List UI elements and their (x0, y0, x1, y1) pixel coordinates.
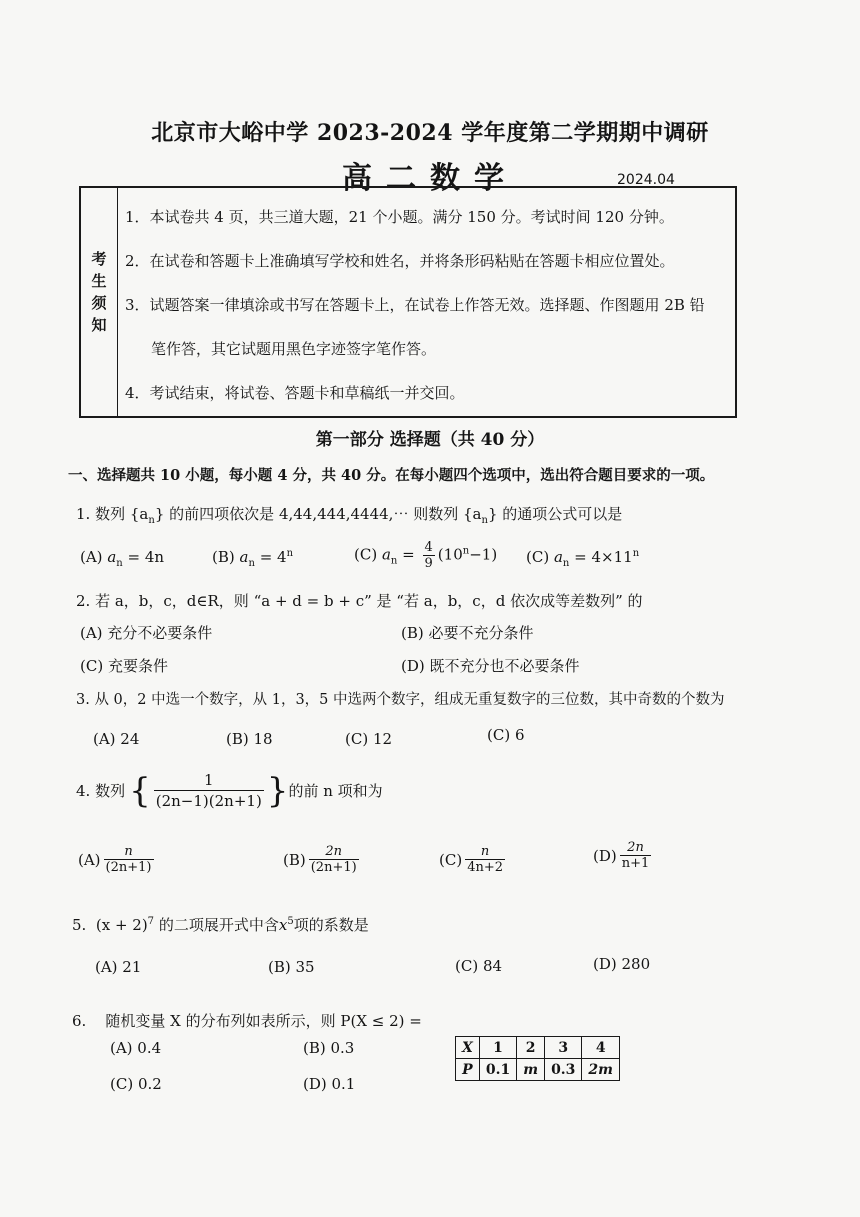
notice-box (79, 186, 737, 418)
table-cell: 2 (517, 1037, 545, 1059)
q3-option-c: (C) 12 (345, 730, 393, 748)
q1-option-d: (C) $a_n = 4\times 11^n$ (526, 548, 640, 569)
notice-item-4: 4．考试结束，将试卷、答题卡和草稿纸一并交回。 (125, 384, 465, 402)
notice-item-2: 2．在试卷和答题卡上准确填写学校和姓名，并将条形码粘贴在答题卡相应位置处。 (125, 252, 675, 270)
section-instruction: 一、选择题共 10 小题，每小题 4 分，共 40 分。在每小题四个选项中，选出符合题目要求的一项。 (68, 467, 715, 484)
q1-option-b: (B) $a_n = 4^n$ (212, 548, 294, 569)
question-6: 6. 随机变量 X 的分布列如表所示，则 P(X ≤ 2) = (72, 1012, 422, 1030)
q5-option-d: (D) 280 (593, 955, 651, 973)
q2-option-d: (D) 既不充分也不必要条件 (401, 657, 580, 675)
q2-option-a: (A) 充分不必要条件 (80, 624, 213, 642)
q3-option-a: (A) 24 (93, 730, 140, 748)
q5-option-b: (B) 35 (268, 958, 315, 976)
q1-option-c: (C) $a_n$ = $\frac{4}{9}$ $(10^n-1)$ (354, 540, 498, 571)
table-cell: 3 (545, 1037, 582, 1059)
q2-option-c: (C) 充要条件 (80, 657, 168, 675)
table-cell: 1 (479, 1037, 516, 1059)
q1-mid: 的前四项依次是 4,44,444,4444,⋯ 则数列 (169, 505, 459, 523)
table-cell: 0.1 (479, 1059, 516, 1081)
q1-c-fraction: $\frac{4}{9}$ (424, 540, 433, 571)
q2-option-b: (B) 必要不充分条件 (401, 624, 534, 642)
question-4: 4. 数列 { $\frac{1}{(2n-1)(2n+1)}$ } 的前 n 项和为 (76, 770, 383, 811)
table-cell: 2m (582, 1059, 620, 1081)
q6-option-c: (C) 0.2 (110, 1075, 162, 1093)
q3-option-b: (B) 18 (226, 730, 273, 748)
table-cell: 0.3 (545, 1059, 582, 1081)
q4-fraction: $\frac{1}{(2n-1)(2n+1)}$ (155, 771, 262, 810)
question-5: 5. $(x + 2)^7$ 的二项展开式中含$x^5$项的系数是 (72, 916, 369, 934)
question-1 (76, 503, 622, 526)
q4-option-d: (D) $\frac{2n}{n+1}$ (593, 840, 650, 871)
q1-number: 1. (76, 505, 91, 523)
q1-seq-2: $\{a_n\}$ (463, 505, 498, 526)
section-title: 第一部分 选择题（共 40 分） (315, 430, 545, 450)
q6-option-d: (D) 0.1 (303, 1075, 356, 1093)
q3-option-d: (C) 6 (487, 726, 525, 744)
table-cell: P (456, 1059, 480, 1081)
notice-label: 考生须知 (91, 250, 107, 334)
q1-post: 的通项公式可以是 (502, 505, 623, 523)
distribution-table (455, 1036, 620, 1081)
table-row (456, 1037, 620, 1059)
notice-side-column (81, 188, 118, 416)
q4-option-c: (C) $\frac{n}{4n+2}$ (439, 844, 503, 875)
q6-option-b: (B) 0.3 (303, 1039, 355, 1057)
table-cell: X (456, 1037, 480, 1059)
q1-option-a: (A) $a_n = 4n$ (80, 548, 165, 569)
table-cell: 4 (582, 1037, 620, 1059)
notice-item-3: 3．试题答案一律填涂或书写在答题卡上，在试卷上作答无效。选择题、作图题用 2B 铅 (125, 296, 705, 314)
q4-option-b: (B) $\frac{2n}{(2n+1)}$ (283, 844, 357, 875)
table-row (456, 1059, 620, 1081)
table-cell: m (517, 1059, 545, 1081)
q1-seq: $\{a_n\}$ (129, 505, 165, 526)
q5-option-c: (C) 84 (455, 957, 503, 975)
question-3: 3. 从 0，2 中选一个数字，从 1，3，5 中选两个数字，组成无重复数字的三位数，其中奇数的个数为 (76, 692, 725, 708)
notice-item-3-continued: 笔作答，其它试题用黑色字迹签字笔作答。 (151, 340, 437, 358)
exam-date: 2024.04 (617, 172, 675, 188)
notice-item-1: 1．本试卷共 4 页，共三道大题，21 个小题。满分 150 分。考试时间 120 分钟。 (125, 208, 674, 226)
q5-option-a: (A) 21 (95, 958, 142, 976)
q6-option-a: (A) 0.4 (110, 1039, 162, 1057)
q4-option-a: (A) $\frac{n}{(2n+1)}$ (78, 844, 152, 875)
subject-title: 高二数学 (342, 161, 518, 196)
q1-pre: 数列 (95, 505, 126, 523)
question-2: 2. 若 a，b，c，d∈R，则 “a + d = b + c” 是 “若 a，b，c，d 依次成等差数列” 的 (76, 592, 643, 610)
exam-title: 北京市大峪中学 2023-2024 学年度第二学期期中调研 (151, 120, 709, 146)
